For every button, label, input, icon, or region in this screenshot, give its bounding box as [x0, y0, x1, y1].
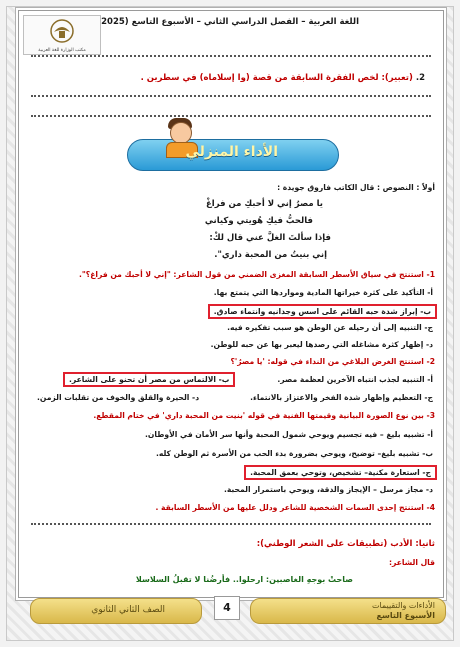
national-verse: صاحتْ بوجهِ الغاصبين: ارحلوا.. فأرضُنا لا تقبلُ السلاسلا [135, 575, 353, 584]
q2-option-d: د- الحيرة والقلق والخوف من تقلبات الزمن. [37, 393, 200, 402]
worksheet [18, 10, 444, 598]
question-4: 4- استنتج إحدى السمات الشخصية للشاعر ودلل عليها من الأسطر السابقة . [155, 503, 435, 512]
answer-line [31, 523, 431, 525]
q2-option-a: أ- التنبيه لجذب انتباه الآخرين لعظمة مصر. [277, 375, 433, 384]
q3-option-b: ب- تشبيه بليغ– توضيح، ويوحي بضرورة بدء الحب من الأسرة ثم الوطن كله. [155, 449, 433, 458]
question-2-number: 2. [415, 73, 425, 83]
footer-right-badge [250, 598, 446, 624]
q2-option-b-highlighted: ب- الالتماس من مصر أن تحنو على الشاعر. [63, 372, 235, 387]
divider [31, 55, 431, 57]
question-2-rhetoric: 2- استنتج الغرض البلاغي من النداء في قوله: 'يا مصرُ'؟ [230, 357, 435, 366]
q3-option-d: د- مجاز مرسل – الإيجاز والدقة، ويوحي باستمرار المحبة. [223, 485, 433, 494]
question-1: 1- استنتج في سياق الأسطر السابقة المغزى الضمني من قول الشاعر: "إني لا أحبك من فراغ؟". [78, 270, 435, 279]
q1-option-d: د- إظهار كثرة مشاغله التي رصدها ليعبر بها عن حبه للوطن. [210, 340, 433, 349]
home-performance-banner [127, 139, 339, 171]
q1-option-a: أ- التأكيد على كثرة خيراتها المادية ومواردها التي يتمتع بها. [213, 288, 433, 297]
header-title: اللغة العربية – الفصل الدراسي الثاني – الأسبوع التاسع (2025 [101, 17, 359, 27]
question-3: 3- بين نوع الصورة البيانية وقيمتها الفنية في قوله 'بنيت من المحبة داري' في ختام المقطع. [93, 411, 435, 420]
section-1-heading: أولاً : النصوص : قال الكاتب فاروق جويدة : [277, 183, 435, 192]
footer-left-text: الصف الثاني الثانوي [91, 605, 165, 615]
q3-option-a: أ- تشبيه بليغ – فيه تجسيم ويوحي شمول المحبة وأنها سر الأمان في الأوطان. [145, 430, 433, 439]
poem-line: فإذا سألتَ الغلَّ عني قال لكْ: [209, 233, 331, 243]
poem-line: فالحبُّ فيكِ هُويتي وكياني [204, 216, 313, 226]
banner-title: الأداء المنزلي [185, 144, 278, 160]
ministry-logo [23, 15, 101, 55]
page-number: 4 [214, 596, 240, 620]
answer-line [31, 95, 431, 97]
poem-line: إني بنيتُ من المحبة داري". [214, 250, 327, 260]
question-2-text: (تعبير): لخص الفقرة السابقة من قصة (وا إسلاماه) في سطرين . [140, 73, 413, 83]
q3-option-c-highlighted: ج- استعارة مكنية– تشخيص، وتوحي بعمق المحبة. [244, 465, 437, 480]
q2-option-c: ج- التعظيم وإظهار شدة الفخر والاعتزاز بالانتماء. [250, 393, 433, 402]
eagle-emblem-icon [24, 16, 100, 46]
answer-line [31, 115, 431, 117]
poet-intro: قال الشاعر: [388, 558, 435, 567]
child-face-icon [170, 122, 192, 144]
footer-right-line1: الأداءات والتقييمات [371, 601, 435, 610]
q1-option-c: ج- التنبيه إلى أن رحيله عن الوطن هو سبب تفكيره فيه. [227, 323, 433, 332]
logo-caption: مكتب الوزارة للغة العربية [38, 48, 86, 53]
poem-line: يا مصرُ إني لا أحبكِ من فراغْ [205, 199, 323, 209]
q1-option-b-highlighted: ب- إبراز شدة حبه القائم على اسس وجدانيه وانتماء صادق. [208, 304, 437, 319]
footer-right-line2: الأسبوع التاسع [376, 611, 435, 620]
section-2-heading: ثانيا: الأدب (تطبيقات على الشعر الوطني): [256, 539, 435, 549]
footer-left-badge [30, 598, 202, 624]
question-2 [141, 73, 425, 83]
